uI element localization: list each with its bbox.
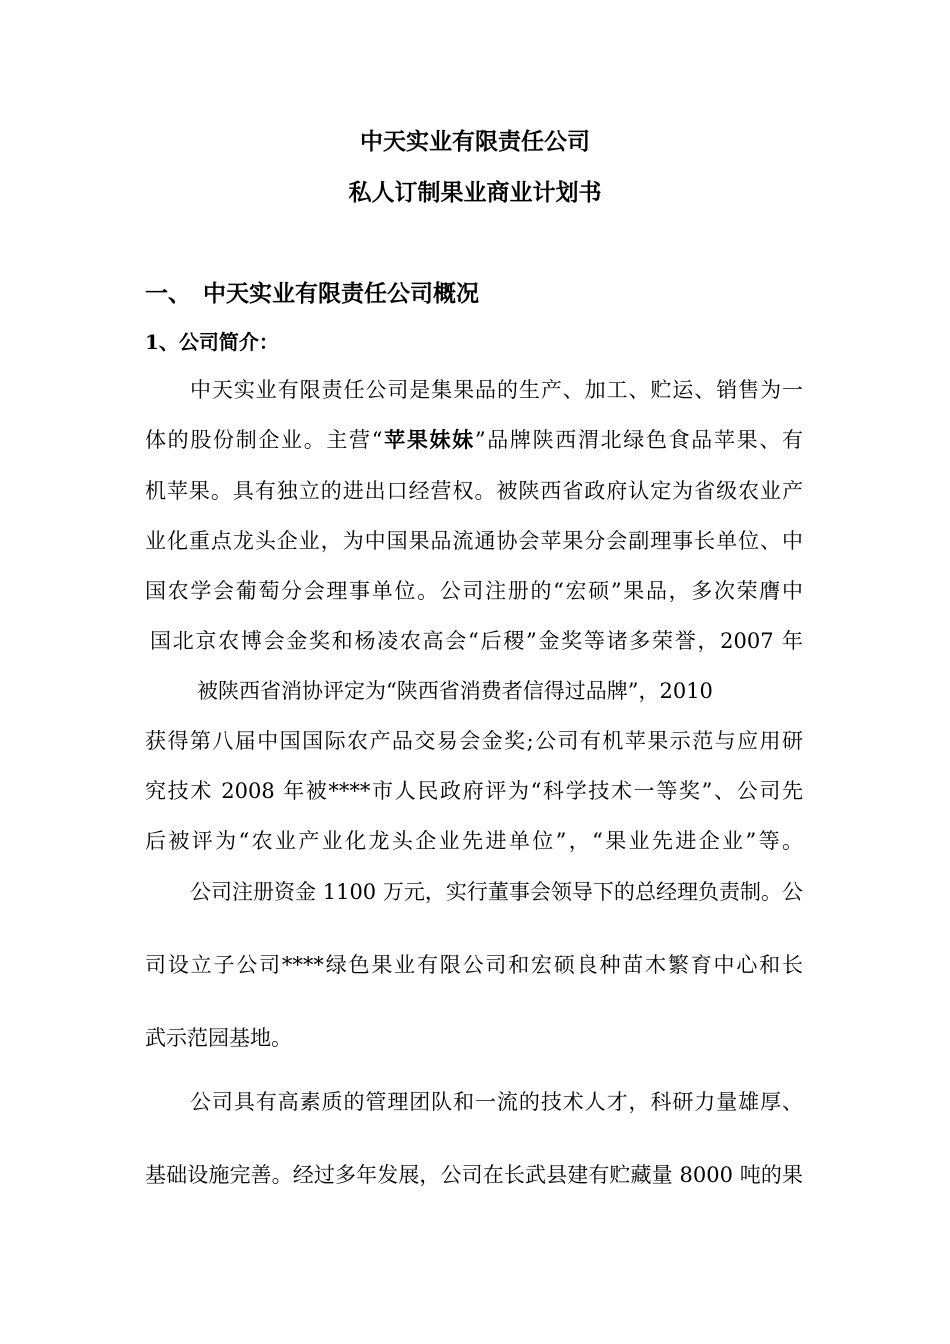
paragraph-line: 究技术 2008 年被****市人民政府评为“科学技术一等奖”、公司先 — [145, 779, 803, 803]
paragraph-line — [145, 425, 803, 455]
paragraph-line: 武示范园基地。 — [145, 1026, 292, 1050]
paragraph-line: 业化重点龙头企业，为中国果品流通协会苹果分会副理事长单位、中 — [145, 529, 803, 553]
document-title-plan: 私人订制果业商业计划书 — [348, 179, 602, 206]
paragraph-line: 被陕西省消协评定为“陕西省消费者信得过品牌”，2010 — [197, 679, 713, 703]
section-title: 中天实业有限责任公司概况 — [203, 280, 479, 307]
brand-name: 苹果妹妹 — [382, 427, 475, 452]
paragraph-line: 国北京农博会金奖和杨凌农高会“后稷”金奖等诸多荣誉，2007 年 — [150, 629, 803, 653]
document-title-company: 中天实业有限责任公司 — [360, 128, 590, 155]
paragraph-line: 公司注册资金 1100 万元，实行董事会领导下的总经理负责制。公 — [190, 880, 803, 904]
paragraph-line: 司设立子公司****绿色果业有限公司和宏硕良种苗木繁育中心和长 — [145, 953, 803, 977]
paragraph-line: 后被评为“农业产业化龙头企业先进单位”，“果业先进企业”等。 — [145, 829, 803, 853]
paragraph-line: 获得第八届中国国际农产品交易会金奖;公司有机苹果示范与应用研 — [145, 729, 803, 753]
text-span: 体的股份制企业。主营“ — [145, 428, 383, 452]
subsection-heading-intro: 1、公司简介： — [145, 330, 279, 354]
paragraph-line: 机苹果。具有独立的进出口经营权。被陕西省政府认定为省级农业产 — [145, 479, 803, 503]
paragraph-line: 国农学会葡萄分会理事单位。公司注册的“宏硕”果品，多次荣膺中 — [145, 579, 803, 603]
section-number: 一、 — [145, 280, 191, 307]
text-span: ”品牌陕西渭北绿色食品苹果、有 — [474, 428, 803, 452]
paragraph-line: 公司具有高素质的管理团队和一流的技术人才，科研力量雄厚、 — [190, 1090, 803, 1114]
paragraph-line: 中天实业有限责任公司是集果品的生产、加工、贮运、销售为一 — [190, 378, 803, 402]
paragraph-line: 基础设施完善。经过多年发展，公司在长武县建有贮藏量 8000 吨的果 — [145, 1163, 803, 1187]
section-heading-overview — [145, 279, 479, 309]
